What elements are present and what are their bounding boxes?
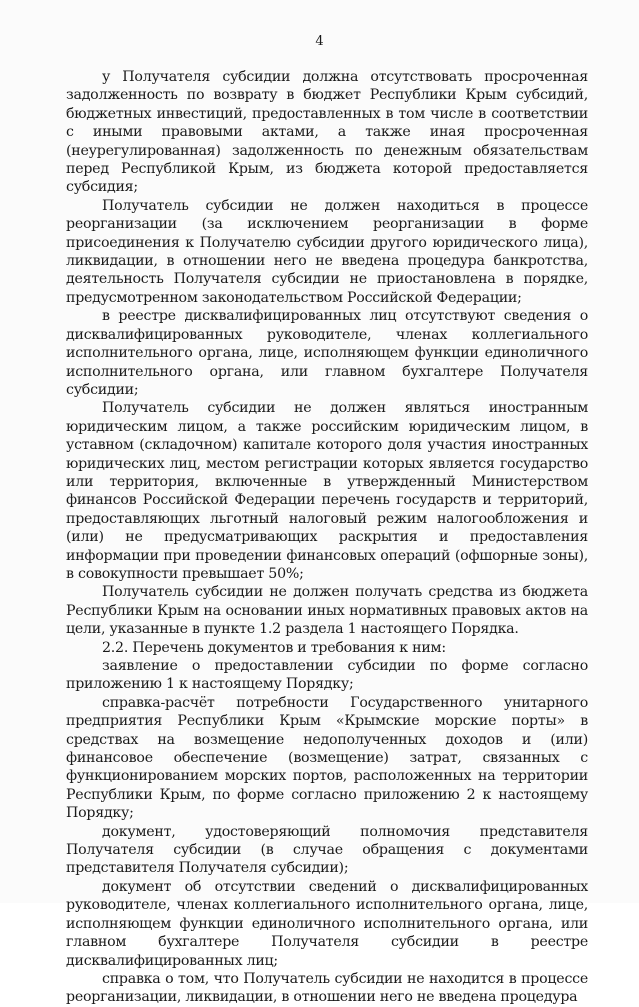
paragraph-disqualification-document: документ об отсутствии сведений о дисквалифицированных руководителе, членах коллегиального исполнительного органа, лице, исполняющем функции единоличного исполнительного органа, или главном бухгалтере Получателя субсидии в реестре дисквалифицированных лиц; xyxy=(66,878,588,969)
paragraph-reorganization-certificate: справка о том, что Получатель субсидии не находится в процессе реорганизации, ликвидации, в отношении него не введена процедура xyxy=(66,970,588,1006)
paragraph-reorganization-requirement: Получатель субсидии не должен находиться в процессе реорганизации (за исключением реорганизации в форме присоединения к Получателю субсидии другого юридического лица), ликвидации, в отношении него не введена процедура банкротства, деятельность Получателя субсидии не приостановлена в порядке, предусмотренном законодательством Российской Федерации; xyxy=(66,197,588,306)
page-number: 4 xyxy=(315,34,324,49)
paragraph-authority-document: документ, удостоверяющий полномочия представителя Получателя субсидии (в случае обращения с документами представителя Получателя субсидии); xyxy=(66,823,588,877)
paragraph-foreign-entity: Получатель субсидии не должен являться иностранным юридическим лицом, а также российским юридическим лицом, в уставном (складочном) капитале которого доля участия иностранных юридических лиц, местом регистрации которых является государство или территория, включенные в утвержденный Министерством финансов Российской Федерации перечень государств и территорий, предоставляющих льготный налоговый режим налогообложения и (или) не предусматривающих раскрытия и предоставления информации при проведении финансовых операций (офшорные зоны), в совокупности превышает 50%; xyxy=(66,400,588,582)
paragraph-section-2-2: 2.2. Перечень документов и требования к ним: xyxy=(102,639,446,656)
paragraph-application: заявление о предоставлении субсидии по форме согласно приложению 1 к настоящему Порядку; xyxy=(66,658,588,693)
paragraph-calculation-certificate: справка-расчёт потребности Государственного унитарного предприятия Республики Крым «Крымские морские порты» в средствах на возмещение недополученных доходов и (или) финансовое обеспечение (возмещение) затрат, связанных с функционированием морских портов, расположенных на территории Республики Крым, по форме согласно приложению 2 к настоящему Порядку; xyxy=(66,694,588,822)
document-body xyxy=(66,68,588,1007)
paragraph-arrears-requirement: у Получателя субсидии должна отсутствовать просроченная задолженность по возврату в бюджет Республики Крым субсидий, бюджетных инвестиций, предоставленных в том числе в соответствии с иными правовыми актами, а также иная просроченная (неурегулированная) задолженность по денежным обязательствам перед Республикой Крым, из бюджета которой предоставляется субсидия; xyxy=(66,69,588,196)
paragraph-disqualified-persons: в реестре дисквалифицированных лиц отсутствуют сведения о дисквалифицированных руководителе, членах коллегиального исполнительного органа, лице, исполняющем функции единоличного исполнительного органа, или главном бухгалтере Получателя субсидии; xyxy=(66,308,588,398)
paragraph-other-funding: Получатель субсидии не должен получать средства из бюджета Республики Крым на основании иных нормативных правовых актов на цели, указанные в пункте 1.2 раздела 1 настоящего Порядка. xyxy=(66,584,588,638)
